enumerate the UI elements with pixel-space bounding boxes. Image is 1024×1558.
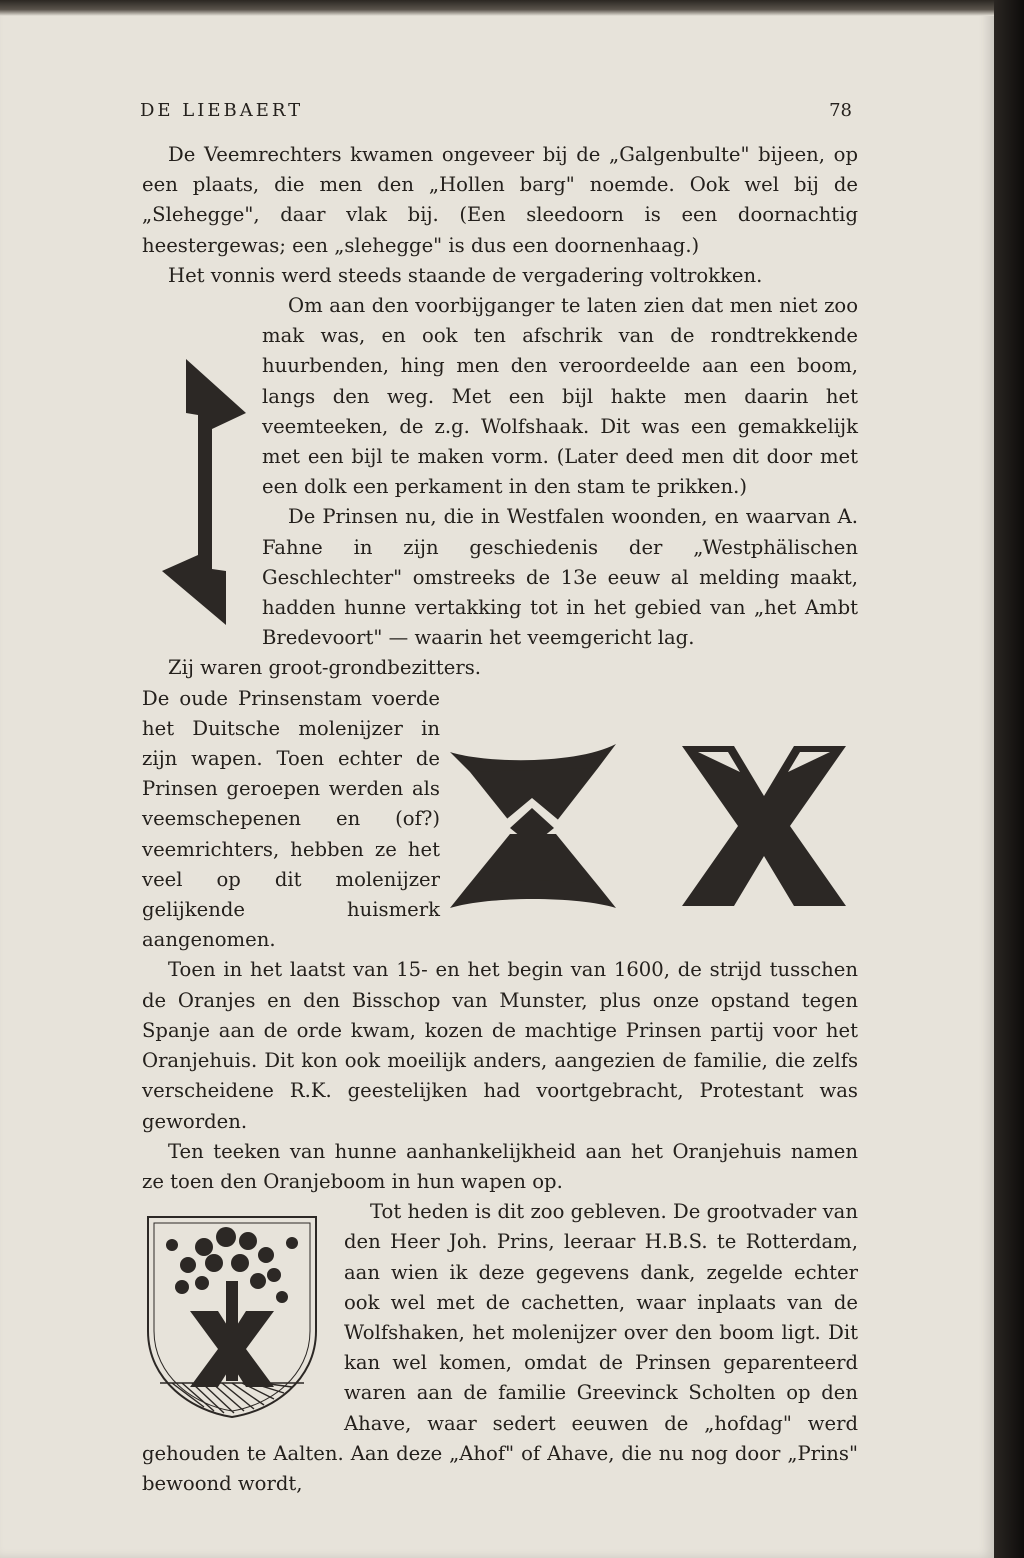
wolfshaak-figure [142, 357, 254, 627]
paragraph-oranjeboom: Ten teeken van hunne aanhankelijkheid aan het Oranjehuis namen ze toen den Oranjeboom in hun wapen op. [142, 1139, 858, 1193]
paragraph-veemrechters: De Veemrechters kwamen ongeveer bij de „Galgenbulte" bijeen, op een plaats, die men den „Hollen barg" noemde. Ook wel bij de „Slehegge", daar vlak bij. (Een sleedoorn is een doornachtig heestergewas; een „slehegge" is dus een doornenhaag.) [142, 143, 858, 257]
running-title: DE LIEBAERT [140, 100, 304, 121]
huismerk-figure [678, 742, 848, 910]
book-binding-edge [994, 0, 1024, 1558]
page-top-border [0, 0, 994, 16]
paragraph-grondbezitters: Zij waren groot-grondbezitters. [168, 656, 482, 680]
body-text [142, 140, 858, 1499]
marks-figure-group [448, 742, 858, 910]
paragraph-oranjes: Toen in het laatst van 15- en het begin van 1600, de strijd tusschen de Oranjes en den Bisschop van Munster, plus onze opstand tegen Spanje aan de orde kwam, kozen de machtige Prinsen partij voor het Oranjehuis. Dit kon ook moeilijk anders, aangezien de familie, die zelfs verscheidene R.K. geestelijken had voortgebracht, Protestant was geworden. [142, 958, 858, 1133]
paragraph-vonnis: Het vonnis werd steeds staande de vergadering voltrokken. [168, 263, 763, 287]
paragraph-prinsenstam: De oude Prinsenstam voerde het Duitsche molenijzer in zijn wapen. Toen echter de Prinsen geroepen werden als veemschepenen en (of?) veemrichters, hebben ze het veel op dit molenijzer gelijkende huismerk aangenomen. [142, 686, 440, 952]
paragraph-voorbijganger: Om aan den voorbijganger te laten zien dat men niet zoo mak was, en ook ten afschrik van de rondtrekkende huurbenden, hing men den veroordeelde aan een boom, langs den weg. Met een bijl hakte men daarin het veemteeken, de z.g. Wolfshaak. Dit was een gemakkelijk met een bijl te maken vorm. (Later deed men dit door met een dolk een perkament in den stam te prikken.) [262, 294, 858, 499]
paragraph-prinsen: De Prinsen nu, die in Westfalen woonden, en waarvan A. Fahne in zijn geschiedenis der „Westphälischen Geschlechter" omstreeks de 13e eeuw al melding maakt, hadden hunne vertakking tot in het gebied van „het Ambt Bredevoort" — waarin het veemgericht lag. [262, 505, 858, 650]
molenijzer-figure [448, 742, 618, 910]
page-header [140, 100, 860, 128]
coat-of-arms-figure [142, 1211, 322, 1423]
paragraph-heden: Tot heden is dit zoo gebleven. De grootvader van den Heer Joh. Prins, leeraar H.B.S. te Rotterdam, aan wien ik deze gegevens dank, zegelde echter ook wel met de cachetten, waar inplaats van de Wolfshaken, het molenijzer over den boom ligt. Dit kan wel komen, omdat de Prinsen geparenteerd waren aan de familie Greevinck Scholten op den Ahave, waar sedert eeuwen de „hofdag" werd gehouden te Aalten. Aan deze „Ahof" of Ahave, die nu nog door „Prins" bewoond wordt, [142, 1200, 858, 1495]
page-number: 78 [829, 100, 852, 121]
